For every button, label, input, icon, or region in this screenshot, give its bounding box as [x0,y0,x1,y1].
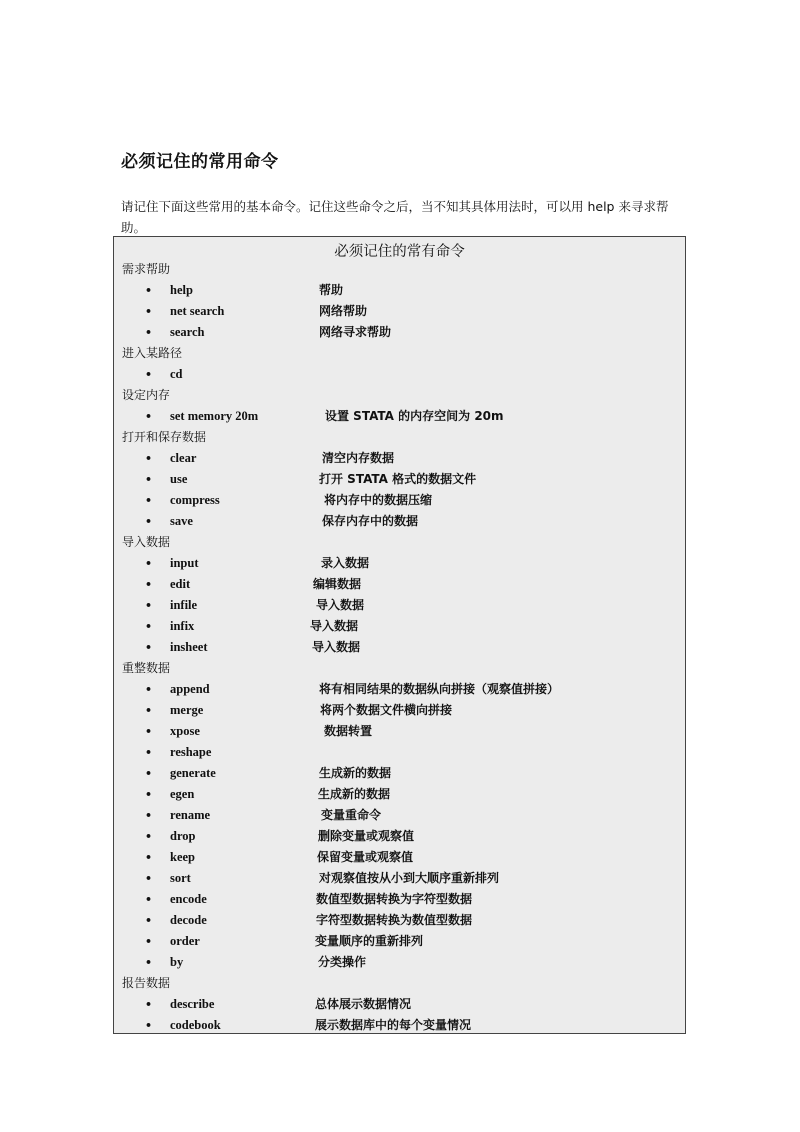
section-heading: 报告数据 [122,976,171,990]
command-row [114,868,685,889]
section-heading: 进入某路径 [122,346,183,360]
command-name: net search [170,304,225,318]
command-name: rename [170,808,211,822]
bullet-icon: • [145,998,153,1011]
command-row [114,1015,685,1036]
bullet-icon: • [145,326,153,339]
command-row [114,280,685,301]
bullet-icon: • [145,557,153,570]
bullet-icon: • [145,305,153,318]
command-row [114,826,685,847]
command-row [114,301,685,322]
command-name: by [170,955,184,969]
command-name: append [170,682,210,696]
bullet-icon: • [145,809,153,822]
command-name: xpose [170,724,200,738]
command-name: set memory 20m [170,409,259,423]
command-description: 数据转置 [324,724,373,738]
command-row [114,637,685,658]
command-row [114,700,685,721]
command-row [114,679,685,700]
command-name: infix [170,619,195,633]
command-description: 设置 STATA 的内存空间为 20m [325,409,504,423]
command-name: decode [170,913,207,927]
command-row [114,952,685,973]
command-name: help [170,283,193,297]
command-row [114,805,685,826]
command-description: 清空内存数据 [322,451,395,465]
command-row [114,784,685,805]
bullet-icon: • [145,746,153,759]
command-list [114,259,685,1036]
command-description: 数值型数据转换为字符型数据 [316,892,473,906]
command-row [114,364,685,385]
section-heading: 需求帮助 [122,262,171,276]
command-description: 将两个数据文件横向拼接 [320,703,453,717]
command-description: 导入数据 [310,619,359,633]
command-row [114,574,685,595]
command-name: cd [170,367,183,381]
command-description: 导入数据 [312,640,361,654]
command-row [114,448,685,469]
command-description: 帮助 [319,283,344,297]
command-row [114,742,685,763]
bullet-icon: • [145,893,153,906]
command-name: infile [170,598,198,612]
command-name: clear [170,451,197,465]
section-heading: 导入数据 [122,535,171,549]
bullet-icon: • [145,620,153,633]
command-description: 网络帮助 [319,304,368,318]
intro-paragraph: 请记住下面这些常用的基本命令。记住这些命令之后，当不知其具体用法时，可以用 help 来寻求帮助。 [121,199,669,235]
section-heading: 设定内存 [122,388,171,402]
command-description: 字符型数据转换为数值型数据 [316,913,473,927]
box-title: 必须记住的常有命令 [334,244,465,260]
command-row [114,469,685,490]
command-box [113,236,686,1034]
command-description: 录入数据 [321,556,370,570]
bullet-icon: • [145,284,153,297]
bullet-icon: • [145,956,153,969]
command-name: sort [170,871,191,885]
command-name: compress [170,493,220,507]
bullet-icon: • [145,788,153,801]
command-name: egen [170,787,195,801]
bullet-icon: • [145,935,153,948]
command-name: edit [170,577,191,591]
command-description: 对观察值按从小到大顺序重新排列 [319,871,500,885]
command-row [114,994,685,1015]
command-name: codebook [170,1018,221,1032]
bullet-icon: • [145,641,153,654]
section-heading: 打开和保存数据 [122,430,207,444]
page-title: 必须记住的常用命令 [121,152,279,172]
command-description: 变量重命令 [321,808,382,822]
bullet-icon: • [145,473,153,486]
bullet-icon: • [145,851,153,864]
command-description: 分类操作 [318,955,367,969]
command-row [114,490,685,511]
command-name: save [170,514,193,528]
command-description: 生成新的数据 [319,766,392,780]
command-description: 变量顺序的重新排列 [315,934,424,948]
command-name: input [170,556,199,570]
command-row [114,847,685,868]
bullet-icon: • [145,830,153,843]
command-description: 编辑数据 [313,577,362,591]
command-row [114,931,685,952]
command-row [114,889,685,910]
command-row [114,406,685,427]
bullet-icon: • [145,704,153,717]
command-row [114,553,685,574]
bullet-icon: • [145,872,153,885]
command-description: 保留变量或观察值 [317,850,414,864]
bullet-icon: • [145,368,153,381]
command-row [114,595,685,616]
command-row [114,763,685,784]
command-name: insheet [170,640,208,654]
bullet-icon: • [145,725,153,738]
bullet-icon: • [145,767,153,780]
command-description: 总体展示数据情况 [315,997,412,1011]
bullet-icon: • [145,1019,153,1032]
command-description: 删除变量或观察值 [318,829,415,843]
command-row [114,511,685,532]
command-name: use [170,472,188,486]
command-row [114,910,685,931]
command-row [114,322,685,343]
command-name: describe [170,997,215,1011]
bullet-icon: • [145,914,153,927]
command-name: generate [170,766,216,780]
command-name: reshape [170,745,212,759]
command-name: search [170,325,205,339]
bullet-icon: • [145,410,153,423]
command-description: 生成新的数据 [318,787,391,801]
command-row [114,616,685,637]
command-description: 将有相同结果的数据纵向拼接（观察值拼接） [319,682,560,696]
command-row [114,721,685,742]
bullet-icon: • [145,515,153,528]
command-description: 将内存中的数据压缩 [324,493,433,507]
command-name: merge [170,703,204,717]
command-description: 打开 STATA 格式的数据文件 [319,472,477,486]
bullet-icon: • [145,494,153,507]
bullet-icon: • [145,599,153,612]
command-description: 网络寻求帮助 [319,325,392,339]
command-description: 保存内存中的数据 [322,514,419,528]
bullet-icon: • [145,683,153,696]
section-heading: 重整数据 [122,661,171,675]
command-name: drop [170,829,196,843]
command-description: 展示数据库中的每个变量情况 [315,1018,472,1032]
command-name: keep [170,850,195,864]
command-name: encode [170,892,207,906]
bullet-icon: • [145,578,153,591]
bullet-icon: • [145,452,153,465]
command-description: 导入数据 [316,598,365,612]
command-name: order [170,934,200,948]
